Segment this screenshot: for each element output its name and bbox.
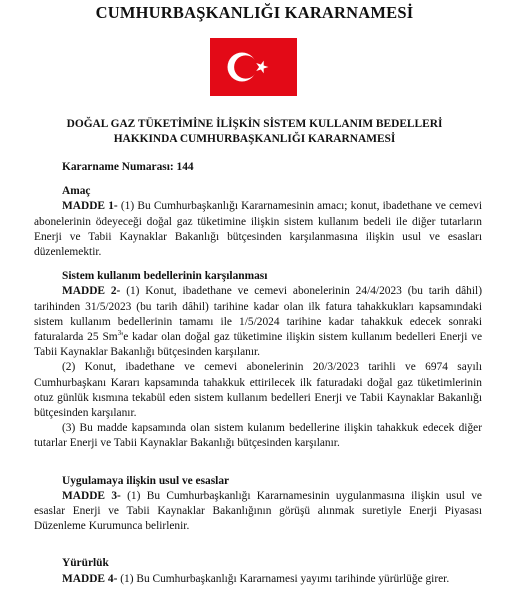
article-4-text: (1) Bu Cumhurbaşkanlığı Kararnamesi yayımı tarihinde yürürlüğe girer. — [117, 572, 450, 585]
article-2-paragraph-2: (2) Konut, ibadethane ve cemevi abonelerinin 20/3/2023 tarihli ve 6974 sayılı Cumhurbaşkanı Kararı kapsamında tahakkuk ettirilecek ilk faturadaki doğal gaz tüketimlerinin otuz günlük kısmına tekabül eden sistem kullanım bedelleri Enerji ve Tabii Kaynaklar Bakanlığı bütçesinden karşılanır. — [34, 361, 482, 420]
article-1-label: MADDE 1- — [62, 200, 118, 213]
document-title — [0, 117, 509, 147]
section-heading-amac: Amaç — [62, 185, 91, 198]
article-3-text: (1) Bu Cumhurbaşkanlığı Kararnamesinin uygulanmasına ilişkin usul ve esaslar Enerji ve Tabii Kaynaklar Bakanlığının görüşü alınmak suretiyle Enerji Piyasası Düzenleme Kurumunca belirlenir. — [34, 489, 482, 533]
article-2-p1-after: 'e kadar olan doğal gaz tüketimine ilişkin sistem kullanım bedelleri Enerji ve Tabii Kaynaklar Bakanlığı bütçesinden karşılanır. — [34, 331, 482, 359]
turkish-flag-icon — [210, 38, 297, 96]
article-2-paragraph-3: (3) Bu madde kapsamında olan sistem kulanım bedellerine ilişkin tahakkuk edecek diğer tutarlar Enerji ve Tabii Kaynaklar Bakanlığı bütçesinden karşılanır. — [34, 422, 482, 450]
article-1 — [34, 199, 482, 260]
article-2-label: MADDE 2- — [62, 285, 121, 298]
article-4-label: MADDE 4- — [62, 572, 118, 585]
title-line-2: HAKKINDA CUMHURBAŞKANLIĞI KARARNAMESİ — [113, 133, 396, 145]
title-line-1: DOĞAL GAZ TÜKETİMİNE İLİŞKİN SİSTEM KULLANIM BEDELLERİ — [66, 118, 443, 130]
article-3-label: MADDE 3- — [62, 489, 121, 502]
document-header: CUMHURBAŞKANLIĞI KARARNAMESİ — [95, 3, 414, 22]
article-2-p1-superscript: 3 — [117, 329, 122, 338]
article-2-p1-before: (1) Konut, ibadethane ve cemevi abonelerinin 24/4/2023 (bu tarih dâhil) tarihinden 31/5/2023 (bu tarih dâhil) tarihine kadar olan ilk fatura tahakkukları kapsamındaki sistem kullanım bedellerinin tamamı ile 1/5/2024 tarihine kadar tahakkuk edecek sonraki faturalarda 25 Sm — [34, 285, 482, 344]
article-2-paragraph-1 — [34, 284, 482, 360]
section-heading-sistem: Sistem kullanım bedellerinin karşılanması — [62, 270, 268, 283]
document-body — [34, 160, 482, 587]
decree-number: Kararname Numarası: 144 — [62, 161, 194, 173]
section-heading-yururluk: Yürürlük — [62, 557, 109, 570]
article-1-text: (1) Bu Cumhurbaşkanlığı Kararnamesinin amacı; konut, ibadethane ve cemevi abonelerinin ödeyeceği doğal gaz tüketimine ilişkin sistem kullanım bedeli ile diğer tutarların Enerji ve Tabii Kaynaklar Bakanlığı bütçesinden karşılanmasına ilişkin usul ve esasları düzenlemektir. — [34, 200, 482, 259]
section-heading-uygulama: Uygulamaya ilişkin usul ve esaslar — [62, 474, 230, 487]
article-4 — [34, 572, 482, 587]
article-3 — [34, 489, 482, 535]
